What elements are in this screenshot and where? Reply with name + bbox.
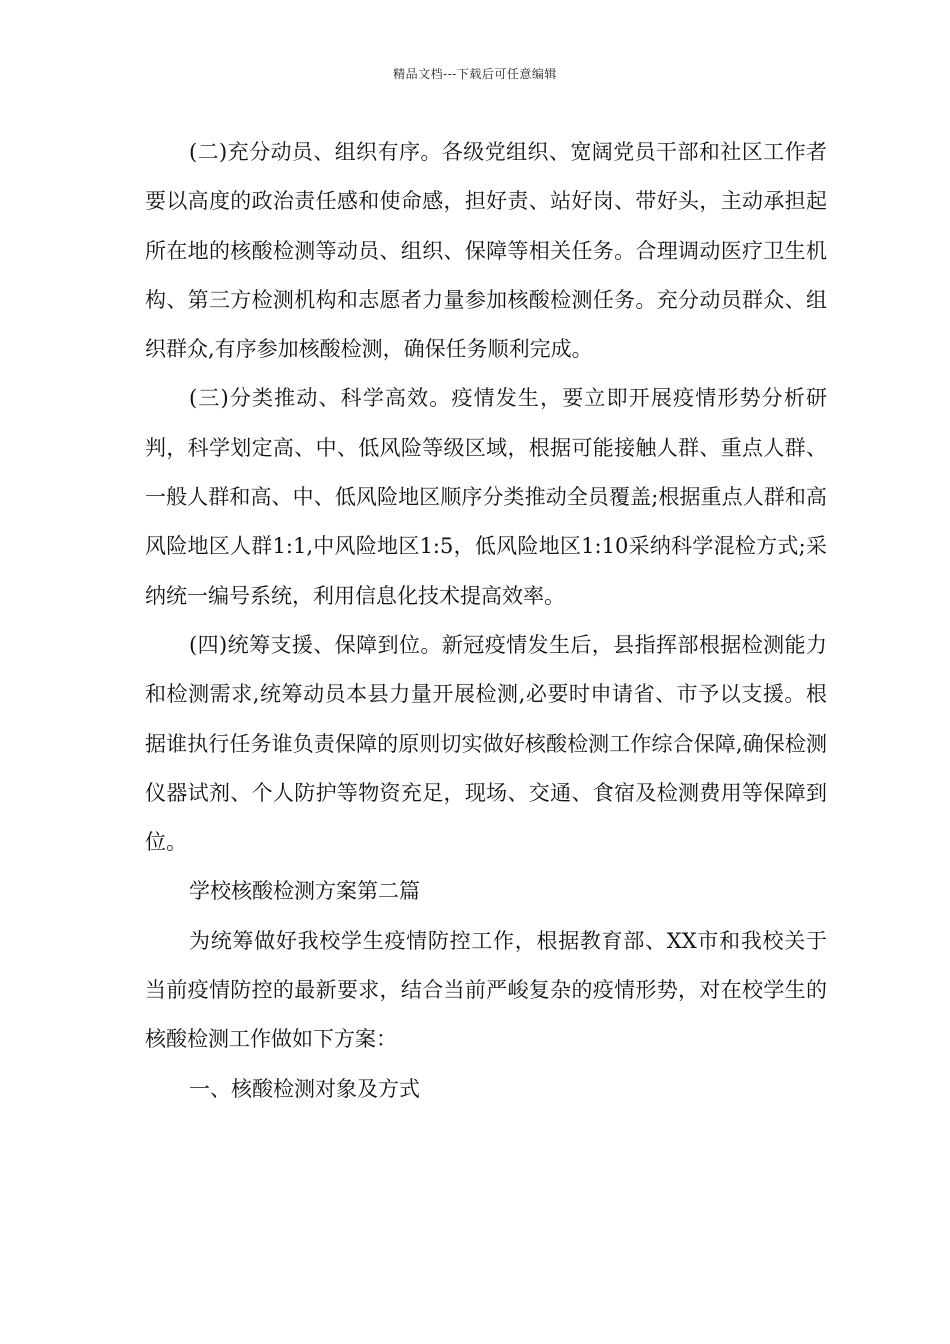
paragraph-classification: (三)分类推动、科学高效。疫情发生，要立即开展疫情形势分析研判，科学划定高、中、低风险等级区域，根据可能接触人群、重点人群、一般人群和高、中、低风险地区顺序分类推动全员覆盖;根据重点人群和高风险地区人群1:1,中风险地区1:5，低风险地区1:10采纳科学混检方式;采纳统一编号系统，利用信息化技术提高效率。 <box>145 386 827 608</box>
page-header: 精品文档---下载后可任意编辑 <box>393 67 557 81</box>
section-title: 学校核酸检测方案第二篇 <box>189 879 420 904</box>
document-body <box>145 128 827 1114</box>
paragraph-mobilization: (二)充分动员、组织有序。各级党组织、宽阔党员干部和社区工作者要以高度的政治责任感和使命感，担好责、站好岗、带好头，主动承担起所在地的核酸检测等动员、组织、保障等相关任务。合理调动医疗卫生机构、第三方检测机构和志愿者力量参加核酸检测任务。充分动员群众、组织群众,有序参加核酸检测，确保任务顺利完成。 <box>145 140 827 362</box>
paragraph-support: (四)统筹支援、保障到位。新冠疫情发生后，县指挥部根据检测能力和检测需求,统筹动员本县力量开展检测,必要时申请省、市予以支援。根据谁执行任务谁负责保障的原则切实做好核酸检测工作综合保障,确保检测仪器试剂、个人防护等物资充足，现场、交通、食宿及检测费用等保障到位。 <box>145 632 827 855</box>
paragraph-intro: 为统筹做好我校学生疫情防控工作，根据教育部、XX市和我校关于当前疫情防控的最新要求，结合当前严峻复杂的疫情形势，对在校学生的核酸检测工作做如下方案： <box>145 928 827 1052</box>
section-heading: 一、核酸检测对象及方式 <box>189 1076 420 1101</box>
